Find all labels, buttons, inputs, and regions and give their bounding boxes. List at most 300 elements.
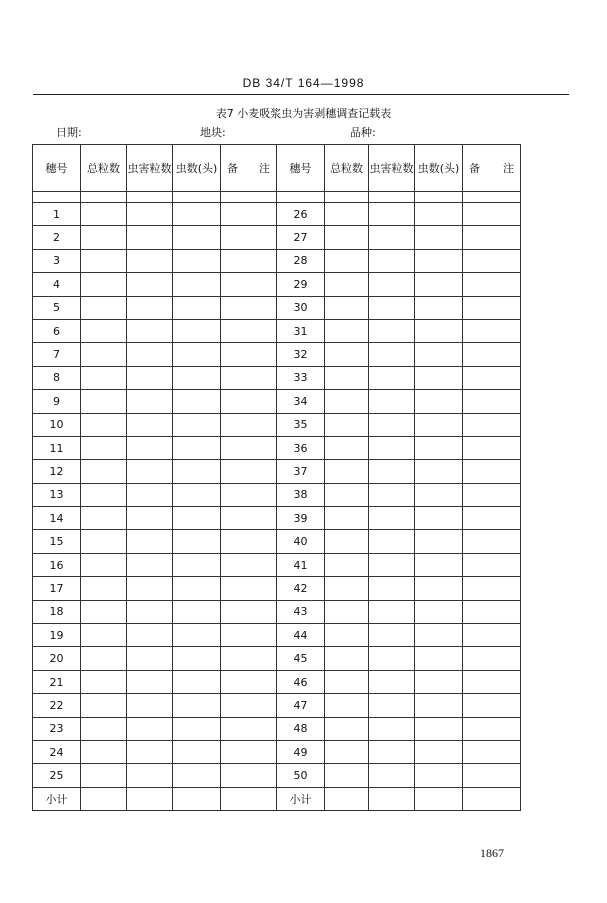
- subtotal-label: 小计: [277, 787, 325, 810]
- insect-count-cell: [173, 343, 221, 366]
- subtotal-row: [33, 787, 521, 810]
- total-grains-cell: [325, 764, 369, 787]
- insect-count-cell: [173, 436, 221, 459]
- remarks-cell: [463, 624, 521, 647]
- insect-count-cell: [415, 694, 463, 717]
- damaged-grains-cell: [369, 366, 415, 389]
- damaged-grains-cell: [369, 717, 415, 740]
- remarks-cell: [463, 249, 521, 272]
- remarks-cell: [221, 366, 277, 389]
- ear-number: 29: [277, 273, 325, 296]
- ear-number: 14: [33, 507, 81, 530]
- ear-number: 5: [33, 296, 81, 319]
- damaged-grains-cell: [127, 530, 173, 553]
- total-grains-cell: [81, 390, 127, 413]
- damaged-grains-cell: [369, 740, 415, 763]
- insect-count-cell: [173, 507, 221, 530]
- remarks-cell: [221, 273, 277, 296]
- insect-count-cell: [173, 319, 221, 342]
- damaged-grains-cell: [127, 553, 173, 576]
- ear-number: 50: [277, 764, 325, 787]
- remarks-cell: [221, 460, 277, 483]
- insect-count-cell: [173, 670, 221, 693]
- ear-number: 30: [277, 296, 325, 319]
- insect-count-cell: [173, 717, 221, 740]
- table-row: [33, 507, 521, 530]
- remarks-char-2: 注: [503, 162, 514, 175]
- ear-number: 9: [33, 390, 81, 413]
- insect-count-cell: [415, 273, 463, 296]
- remarks-cell: [221, 436, 277, 459]
- remarks-cell: [463, 764, 521, 787]
- total-grains-cell: [81, 226, 127, 249]
- damaged-grains-cell: [127, 717, 173, 740]
- damaged-grains-cell: [369, 319, 415, 342]
- total-grains-cell: [81, 764, 127, 787]
- insect-count-cell: [415, 740, 463, 763]
- damaged-grains-cell: [369, 460, 415, 483]
- ear-number: 42: [277, 577, 325, 600]
- damaged-grains-cell: [369, 647, 415, 670]
- total-grains-cell: [81, 717, 127, 740]
- ear-number: 15: [33, 530, 81, 553]
- header-total-grains: 总粒数: [81, 145, 127, 192]
- remarks-cell: [221, 390, 277, 413]
- ear-number: 32: [277, 343, 325, 366]
- damaged-grains-cell: [127, 203, 173, 226]
- ear-number: 23: [33, 717, 81, 740]
- total-grains-cell: [325, 483, 369, 506]
- damaged-grains-cell: [127, 764, 173, 787]
- damaged-grains-cell: [127, 390, 173, 413]
- remarks-cell: [463, 436, 521, 459]
- ear-number: 3: [33, 249, 81, 272]
- total-grains-cell: [325, 787, 369, 810]
- spacer-row: [33, 192, 521, 203]
- total-grains-cell: [325, 296, 369, 319]
- total-grains-cell: [325, 577, 369, 600]
- insect-count-cell: [173, 530, 221, 553]
- ear-number: 49: [277, 740, 325, 763]
- total-grains-cell: [325, 436, 369, 459]
- remarks-cell: [463, 296, 521, 319]
- total-grains-cell: [325, 530, 369, 553]
- insect-count-cell: [415, 436, 463, 459]
- remarks-cell: [463, 226, 521, 249]
- standard-code: DB 34/T 164—1998: [242, 76, 365, 90]
- remarks-cell: [463, 203, 521, 226]
- remarks-cell: [221, 319, 277, 342]
- ear-number: 24: [33, 740, 81, 763]
- table-row: [33, 413, 521, 436]
- ear-number: 44: [277, 624, 325, 647]
- insect-count-cell: [173, 390, 221, 413]
- insect-count-cell: [415, 203, 463, 226]
- total-grains-cell: [81, 624, 127, 647]
- insect-count-cell: [173, 273, 221, 296]
- total-grains-cell: [81, 460, 127, 483]
- damaged-grains-cell: [127, 366, 173, 389]
- ear-number: 1: [33, 203, 81, 226]
- remarks-cell: [463, 577, 521, 600]
- total-grains-cell: [325, 740, 369, 763]
- total-grains-cell: [81, 203, 127, 226]
- damaged-grains-cell: [127, 694, 173, 717]
- total-grains-cell: [81, 343, 127, 366]
- table-row: [33, 460, 521, 483]
- ear-number: 28: [277, 249, 325, 272]
- damaged-grains-cell: [127, 670, 173, 693]
- total-grains-cell: [81, 296, 127, 319]
- ear-number: 18: [33, 600, 81, 623]
- table-row: [33, 624, 521, 647]
- damaged-grains-cell: [369, 577, 415, 600]
- damaged-grains-cell: [127, 343, 173, 366]
- variety-label: 品种:: [350, 126, 376, 139]
- remarks-cell: [463, 319, 521, 342]
- table-row: [33, 273, 521, 296]
- insect-count-cell: [173, 764, 221, 787]
- remarks-cell: [463, 460, 521, 483]
- insect-count-cell: [173, 600, 221, 623]
- damaged-grains-cell: [127, 319, 173, 342]
- ear-number: 25: [33, 764, 81, 787]
- ear-number: 12: [33, 460, 81, 483]
- remarks-cell: [463, 787, 521, 810]
- remarks-cell: [463, 483, 521, 506]
- insect-count-cell: [173, 296, 221, 319]
- table-row: [33, 319, 521, 342]
- insect-count-cell: [415, 647, 463, 670]
- insect-count-cell: [173, 694, 221, 717]
- total-grains-cell: [81, 670, 127, 693]
- insect-count-cell: [173, 203, 221, 226]
- damaged-grains-cell: [369, 624, 415, 647]
- total-grains-cell: [81, 436, 127, 459]
- total-grains-cell: [325, 647, 369, 670]
- ear-number: 47: [277, 694, 325, 717]
- header-damaged-grains: 虫害粒数: [127, 145, 173, 192]
- insect-count-cell: [173, 553, 221, 576]
- remarks-cell: [463, 530, 521, 553]
- remarks-cell: [463, 600, 521, 623]
- insect-count-cell: [173, 577, 221, 600]
- total-grains-cell: [81, 694, 127, 717]
- header-ear-no: 穗号: [277, 145, 325, 192]
- plot-label: 地块:: [200, 126, 226, 139]
- total-grains-cell: [81, 249, 127, 272]
- damaged-grains-cell: [127, 787, 173, 810]
- remarks-cell: [221, 624, 277, 647]
- remarks-cell: [221, 296, 277, 319]
- ear-number: 36: [277, 436, 325, 459]
- table-row: [33, 343, 521, 366]
- remarks-cell: [463, 647, 521, 670]
- damaged-grains-cell: [369, 670, 415, 693]
- ear-number: 26: [277, 203, 325, 226]
- damaged-grains-cell: [127, 296, 173, 319]
- total-grains-cell: [325, 460, 369, 483]
- total-grains-cell: [325, 694, 369, 717]
- total-grains-cell: [81, 647, 127, 670]
- remarks-cell: [221, 343, 277, 366]
- ear-number: 22: [33, 694, 81, 717]
- damaged-grains-cell: [127, 436, 173, 459]
- remarks-cell: [463, 390, 521, 413]
- damaged-grains-cell: [127, 249, 173, 272]
- ear-number: 8: [33, 366, 81, 389]
- damaged-grains-cell: [127, 577, 173, 600]
- insect-count-cell: [173, 483, 221, 506]
- header-remarks: [463, 145, 521, 192]
- survey-table: [32, 144, 521, 811]
- total-grains-cell: [325, 717, 369, 740]
- insect-count-cell: [415, 296, 463, 319]
- insect-count-cell: [173, 787, 221, 810]
- remarks-cell: [221, 553, 277, 576]
- table-row: [33, 647, 521, 670]
- insect-count-cell: [173, 740, 221, 763]
- insect-count-cell: [415, 226, 463, 249]
- table-row: [33, 366, 521, 389]
- header-damaged-grains: 虫害粒数: [369, 145, 415, 192]
- table-row: [33, 553, 521, 576]
- table-row: [33, 740, 521, 763]
- damaged-grains-cell: [127, 624, 173, 647]
- total-grains-cell: [325, 553, 369, 576]
- insect-count-cell: [415, 577, 463, 600]
- ear-number: 13: [33, 483, 81, 506]
- insect-count-cell: [415, 507, 463, 530]
- remarks-cell: [221, 600, 277, 623]
- table-row: [33, 600, 521, 623]
- ear-number: 16: [33, 553, 81, 576]
- damaged-grains-cell: [127, 483, 173, 506]
- header-row: [33, 145, 521, 192]
- damaged-grains-cell: [369, 436, 415, 459]
- header-total-grains: 总粒数: [325, 145, 369, 192]
- total-grains-cell: [81, 413, 127, 436]
- ear-number: 46: [277, 670, 325, 693]
- total-grains-cell: [325, 226, 369, 249]
- damaged-grains-cell: [369, 764, 415, 787]
- header-insect-count: 虫数(头): [173, 145, 221, 192]
- total-grains-cell: [325, 413, 369, 436]
- damaged-grains-cell: [127, 413, 173, 436]
- total-grains-cell: [81, 577, 127, 600]
- remarks-cell: [221, 670, 277, 693]
- total-grains-cell: [325, 624, 369, 647]
- insect-count-cell: [415, 624, 463, 647]
- ear-number: 48: [277, 717, 325, 740]
- total-grains-cell: [81, 273, 127, 296]
- remarks-cell: [221, 507, 277, 530]
- insect-count-cell: [173, 249, 221, 272]
- ear-number: 21: [33, 670, 81, 693]
- damaged-grains-cell: [369, 390, 415, 413]
- table-row: [33, 670, 521, 693]
- total-grains-cell: [81, 319, 127, 342]
- header-remarks: [221, 145, 277, 192]
- insect-count-cell: [415, 343, 463, 366]
- remarks-cell: [463, 670, 521, 693]
- insect-count-cell: [173, 460, 221, 483]
- remarks-cell: [221, 577, 277, 600]
- header-rule: [33, 94, 569, 95]
- subtotal-label: 小计: [33, 787, 81, 810]
- insect-count-cell: [415, 530, 463, 553]
- insect-count-cell: [173, 647, 221, 670]
- remarks-cell: [221, 647, 277, 670]
- ear-number: 4: [33, 273, 81, 296]
- total-grains-cell: [325, 670, 369, 693]
- damaged-grains-cell: [127, 226, 173, 249]
- remarks-cell: [221, 740, 277, 763]
- insect-count-cell: [173, 366, 221, 389]
- ear-number: 17: [33, 577, 81, 600]
- remarks-cell: [463, 694, 521, 717]
- insect-count-cell: [173, 413, 221, 436]
- damaged-grains-cell: [127, 600, 173, 623]
- damaged-grains-cell: [369, 507, 415, 530]
- ear-number: 20: [33, 647, 81, 670]
- ear-number: 31: [277, 319, 325, 342]
- insect-count-cell: [173, 624, 221, 647]
- total-grains-cell: [81, 600, 127, 623]
- ear-number: 39: [277, 507, 325, 530]
- insect-count-cell: [415, 319, 463, 342]
- damaged-grains-cell: [369, 226, 415, 249]
- page-number: 1867: [480, 846, 504, 860]
- total-grains-cell: [325, 273, 369, 296]
- damaged-grains-cell: [127, 460, 173, 483]
- ear-number: 43: [277, 600, 325, 623]
- remarks-cell: [221, 694, 277, 717]
- damaged-grains-cell: [369, 553, 415, 576]
- insect-count-cell: [415, 553, 463, 576]
- total-grains-cell: [81, 787, 127, 810]
- damaged-grains-cell: [127, 507, 173, 530]
- damaged-grains-cell: [369, 530, 415, 553]
- total-grains-cell: [325, 390, 369, 413]
- damaged-grains-cell: [127, 273, 173, 296]
- date-label: 日期:: [56, 126, 82, 139]
- remarks-cell: [221, 203, 277, 226]
- insect-count-cell: [415, 483, 463, 506]
- table-row: [33, 436, 521, 459]
- ear-number: 11: [33, 436, 81, 459]
- damaged-grains-cell: [369, 249, 415, 272]
- remarks-cell: [221, 249, 277, 272]
- damaged-grains-cell: [127, 740, 173, 763]
- remarks-cell: [221, 226, 277, 249]
- total-grains-cell: [325, 507, 369, 530]
- total-grains-cell: [325, 366, 369, 389]
- ear-number: 6: [33, 319, 81, 342]
- ear-number: 33: [277, 366, 325, 389]
- remarks-cell: [463, 413, 521, 436]
- remarks-char-1: 备: [469, 162, 480, 175]
- table-row: [33, 203, 521, 226]
- insect-count-cell: [173, 226, 221, 249]
- remarks-cell: [463, 273, 521, 296]
- remarks-cell: [463, 366, 521, 389]
- ear-number: 34: [277, 390, 325, 413]
- remarks-cell: [463, 717, 521, 740]
- table-row: [33, 530, 521, 553]
- survey-body: [33, 192, 521, 811]
- insect-count-cell: [415, 390, 463, 413]
- ear-number: 35: [277, 413, 325, 436]
- remarks-cell: [463, 553, 521, 576]
- total-grains-cell: [325, 343, 369, 366]
- insect-count-cell: [415, 366, 463, 389]
- remarks-cell: [221, 764, 277, 787]
- remarks-char-2: 注: [259, 162, 270, 175]
- remarks-char-1: 备: [227, 162, 238, 175]
- total-grains-cell: [81, 507, 127, 530]
- insect-count-cell: [415, 787, 463, 810]
- remarks-cell: [463, 507, 521, 530]
- remarks-cell: [221, 483, 277, 506]
- damaged-grains-cell: [369, 296, 415, 319]
- total-grains-cell: [81, 530, 127, 553]
- remarks-cell: [221, 530, 277, 553]
- insect-count-cell: [415, 413, 463, 436]
- ear-number: 45: [277, 647, 325, 670]
- total-grains-cell: [81, 740, 127, 763]
- table-row: [33, 296, 521, 319]
- insect-count-cell: [415, 670, 463, 693]
- ear-number: 19: [33, 624, 81, 647]
- damaged-grains-cell: [369, 413, 415, 436]
- damaged-grains-cell: [369, 483, 415, 506]
- remarks-cell: [463, 740, 521, 763]
- insect-count-cell: [415, 600, 463, 623]
- total-grains-cell: [325, 249, 369, 272]
- table-row: [33, 717, 521, 740]
- ear-number: 38: [277, 483, 325, 506]
- ear-number: 7: [33, 343, 81, 366]
- damaged-grains-cell: [369, 694, 415, 717]
- header-ear-no: 穗号: [33, 145, 81, 192]
- total-grains-cell: [325, 600, 369, 623]
- insect-count-cell: [415, 717, 463, 740]
- remarks-cell: [221, 717, 277, 740]
- remarks-cell: [221, 413, 277, 436]
- remarks-cell: [221, 787, 277, 810]
- remarks-cell: [463, 343, 521, 366]
- ear-number: 27: [277, 226, 325, 249]
- damaged-grains-cell: [369, 343, 415, 366]
- damaged-grains-cell: [127, 647, 173, 670]
- table-row: [33, 764, 521, 787]
- insect-count-cell: [415, 764, 463, 787]
- total-grains-cell: [81, 553, 127, 576]
- total-grains-cell: [81, 483, 127, 506]
- ear-number: 41: [277, 553, 325, 576]
- ear-number: 10: [33, 413, 81, 436]
- ear-number: 37: [277, 460, 325, 483]
- ear-number: 2: [33, 226, 81, 249]
- damaged-grains-cell: [369, 600, 415, 623]
- table-row: [33, 577, 521, 600]
- insect-count-cell: [415, 249, 463, 272]
- table-row: [33, 483, 521, 506]
- table-row: [33, 390, 521, 413]
- damaged-grains-cell: [369, 203, 415, 226]
- total-grains-cell: [325, 203, 369, 226]
